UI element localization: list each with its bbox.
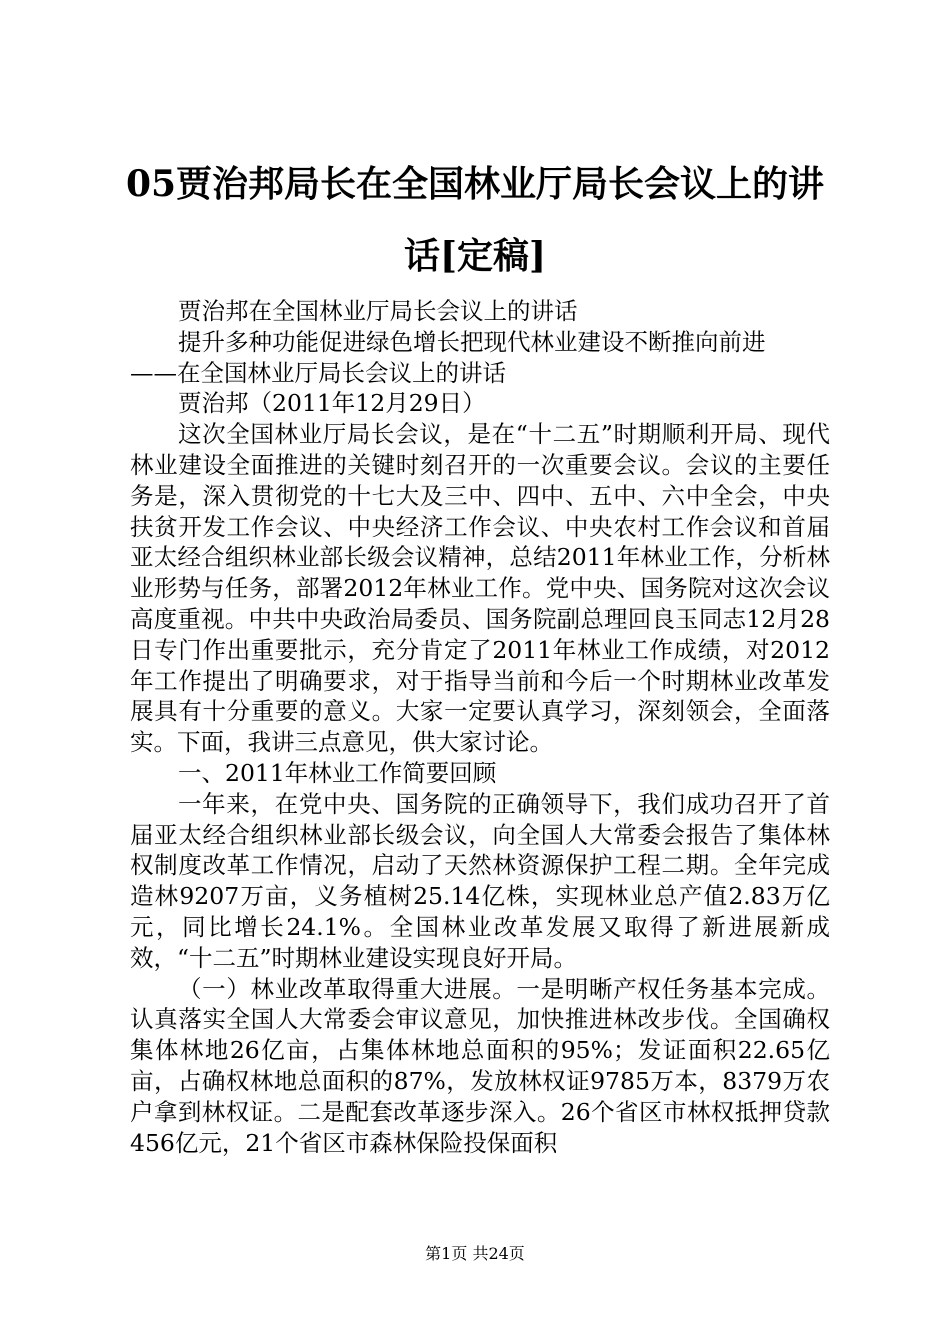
title-line-2: 话[定稿] — [403, 235, 547, 277]
speech-heading: 贾治邦在全国林业厅局长会议上的讲话 — [178, 297, 578, 325]
paragraph-reform: （一）林业改革取得重大进展。一是明晰产权任务基本完成。认真落实全国人大常委会审议意见，加快推进林改步伐。全国确权集体林地26亿亩，占集体林地总面积的95%；发证面积22.65亿亩，占确权林地总面积的87%，发放林权证9785万本，8379万农户拿到林权证。二是配套改革逐步深入。26个省区市林权抵押贷款456亿元，21个省区市森林保险投保面积 — [130, 974, 830, 1157]
section-heading-1: 一、2011年林业工作简要回顾 — [178, 758, 497, 787]
title-line-1: 05贾治邦局长在全国林业厅局长会议上的讲 — [125, 163, 825, 205]
speech-subtitle-dash: ——在全国林业厅局长会议上的讲话 — [130, 358, 506, 387]
speech-subtitle: 提升多种功能促进绿色增长把现代林业建设不断推向前进 — [178, 327, 766, 356]
document-body — [130, 296, 830, 1158]
paragraph-intro: 这次全国林业厅局长会议，是在“十二五”时期顺利开局、现代林业建设全面推进的关键时刻召开的一次重要会议。会议的主要任务是，深入贯彻党的十七大及三中、四中、五中、六中全会，中央扶贫开发工作会议、中央经济工作会议、中央农村工作会议和首届亚太经合组织林业部长级会议精神，总结2011年林业工作，分析林业形势与任务，部署2012年林业工作。党中央、国务院对这次会议高度重视。中共中央政治局委员、国务院副总理回良玉同志12月28日专门作出重要批示，充分肯定了2011年林业工作成绩，对2012年工作提出了明确要求，对于指导当前和今后一个时期林业改革发展具有十分重要的意义。大家一定要认真学习，深刻领会，全面落实。下面，我讲三点意见，供大家讨论。 — [130, 420, 830, 757]
page-number-footer: 第1页 共24页 — [425, 1244, 525, 1263]
paragraph-review: 一年来，在党中央、国务院的正确领导下，我们成功召开了首届亚太经合组织林业部长级会议，向全国人大常委会报告了集体林权制度改革工作情况，启动了天然林资源保护工程二期。全年完成造林9207万亩，义务植树25.14亿株，实现林业总产值2.83万亿元，同比增长24.1%。全国林业改革发展又取得了新进展新成效，“十二五”时期林业建设实现良好开局。 — [130, 789, 830, 972]
speech-author-date: 贾治邦（2011年12月29日） — [178, 389, 486, 418]
document-title — [120, 148, 830, 292]
